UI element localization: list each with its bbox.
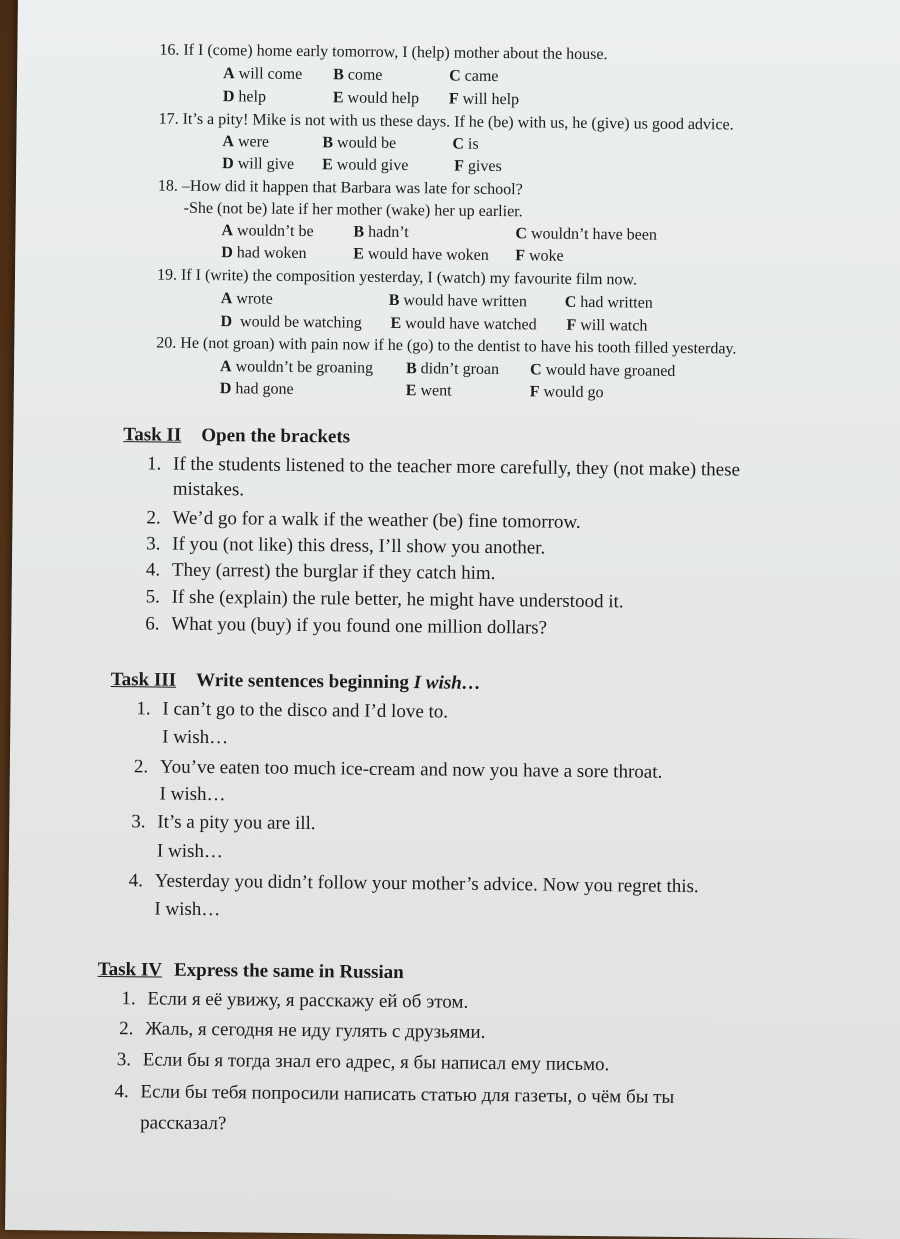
option-b: B hadn’t bbox=[353, 223, 409, 242]
option-f: F woke bbox=[515, 247, 564, 265]
task-label: Task II bbox=[123, 424, 182, 446]
task-4-item: 1. Если я её увижу, я расскажу ей об этом. bbox=[121, 988, 469, 1013]
option-f: F will help bbox=[448, 90, 520, 109]
question-17 bbox=[159, 110, 734, 134]
option-b: B would have written bbox=[388, 291, 528, 311]
question-19 bbox=[157, 266, 637, 289]
option-a: A wouldn’t be groaning bbox=[219, 358, 374, 377]
task-4-item: 2. Жаль, я сегодня не иду гулять с друзьями. bbox=[119, 1018, 486, 1043]
i-wish-prompt: I wish… bbox=[159, 783, 226, 806]
task-title: Open the brackets bbox=[201, 424, 351, 448]
i-wish-prompt: I wish… bbox=[154, 898, 221, 921]
option-a: A will come bbox=[223, 65, 303, 83]
option-e: E went bbox=[405, 382, 452, 400]
option-c: C came bbox=[449, 67, 499, 86]
task-2-heading bbox=[123, 424, 350, 448]
question-number: 16. bbox=[159, 41, 180, 59]
task-3-item: 1. I can’t go to the disco and I’d love to. bbox=[136, 698, 449, 723]
i-wish-prompt: I wish… bbox=[162, 726, 229, 749]
option-d: D had gone bbox=[219, 380, 294, 398]
option-d: D had woken bbox=[221, 244, 307, 263]
option-e: E would give bbox=[322, 156, 409, 175]
question-number: 20. bbox=[156, 334, 177, 352]
question-number: 18. bbox=[157, 177, 179, 195]
task-4-item-continuation: рассказал? bbox=[140, 1112, 227, 1135]
task-3-item: 2. You’ve eaten too much ice-cream and now you have a sore throat. bbox=[133, 756, 663, 783]
task-2-item: 5. If she (explain) the rule better, he might have understood it. bbox=[145, 586, 624, 613]
option-f: F would go bbox=[529, 383, 604, 402]
option-c: C wouldn’t have been bbox=[515, 225, 658, 244]
task-label: Task III bbox=[110, 669, 177, 691]
question-text: If I (write) the composition yesterday, I (watch) my favourite film now. bbox=[180, 266, 638, 289]
task-2-item-continuation: mistakes. bbox=[172, 478, 245, 501]
option-c: C would have groaned bbox=[529, 361, 676, 380]
task-2-item: 6. What you (buy) if you found one million dollars? bbox=[145, 613, 548, 639]
question-text: He (not groan) with pain now if he (go) to the dentist to have his tooth filled yesterday. bbox=[180, 334, 737, 358]
task-3-item: 4. Yesterday you didn’t follow your mother’s advice. Now you regret this. bbox=[128, 870, 699, 898]
task-2-item: 4. They (arrest) the burglar if they catch him. bbox=[145, 559, 496, 585]
question-20 bbox=[156, 334, 736, 358]
task-title: Express the same in Russian bbox=[173, 959, 404, 984]
question-18-reply: -She (not be) late if her mother (wake) her up earlier. bbox=[183, 199, 523, 221]
task-2-item: 3. If you (not like) this dress, I’ll show you another. bbox=[146, 533, 546, 559]
task-4-item: 3. Если бы я тогда знал его адрес, я бы написал ему письмо. bbox=[116, 1049, 610, 1076]
task-label: Task IV bbox=[97, 958, 163, 981]
option-e: E would have woken bbox=[353, 245, 489, 264]
option-d: D help bbox=[222, 88, 267, 106]
question-18 bbox=[158, 177, 523, 199]
option-e: E would help bbox=[332, 89, 420, 108]
option-f: F will watch bbox=[566, 316, 648, 335]
question-text: If I (come) home early tomorrow, I (help) mother about the house. bbox=[183, 41, 608, 64]
task-title: Write sentences beginning bbox=[195, 669, 414, 694]
task-title-emphasis: I wish… bbox=[413, 672, 481, 694]
question-text: It’s a pity! Mike is not with us these days. If he (be) with us, he (give) us good advice. bbox=[182, 110, 734, 134]
option-b: B come bbox=[333, 66, 383, 84]
question-text: –How did it happen that Barbara was late for school? bbox=[181, 177, 523, 199]
task-4-item: 4. Если бы тебя попросили написать статью для газеты, о чём бы ты bbox=[114, 1081, 675, 1108]
question-number: 17. bbox=[158, 110, 179, 128]
option-d: D will give bbox=[222, 155, 295, 173]
question-number: 19. bbox=[156, 266, 178, 284]
task-2-item: 1. If the students listened to the teacher more carefully, they (not make) these bbox=[146, 453, 741, 481]
option-e: E would have watched bbox=[390, 314, 537, 334]
i-wish-prompt: I wish… bbox=[156, 840, 224, 863]
question-16 bbox=[159, 41, 607, 64]
option-b: B would be bbox=[322, 134, 397, 152]
option-d: D would be watching bbox=[220, 313, 362, 332]
option-a: A were bbox=[222, 133, 270, 151]
option-b: B didn’t groan bbox=[405, 360, 500, 379]
option-f: F gives bbox=[454, 157, 502, 176]
option-c: C had written bbox=[564, 293, 653, 312]
task-2-item: 2. We’d go for a walk if the weather (be) fine tomorrow. bbox=[146, 507, 581, 533]
task-3-item: 3. It’s a pity you are ill. bbox=[131, 811, 316, 835]
task-3-heading bbox=[111, 669, 481, 695]
task-4-heading bbox=[98, 959, 404, 984]
option-a: A wouldn’t be bbox=[221, 222, 314, 241]
option-a: A wrote bbox=[220, 290, 273, 308]
option-c: C is bbox=[452, 135, 479, 153]
worksheet-page bbox=[5, 0, 900, 1239]
